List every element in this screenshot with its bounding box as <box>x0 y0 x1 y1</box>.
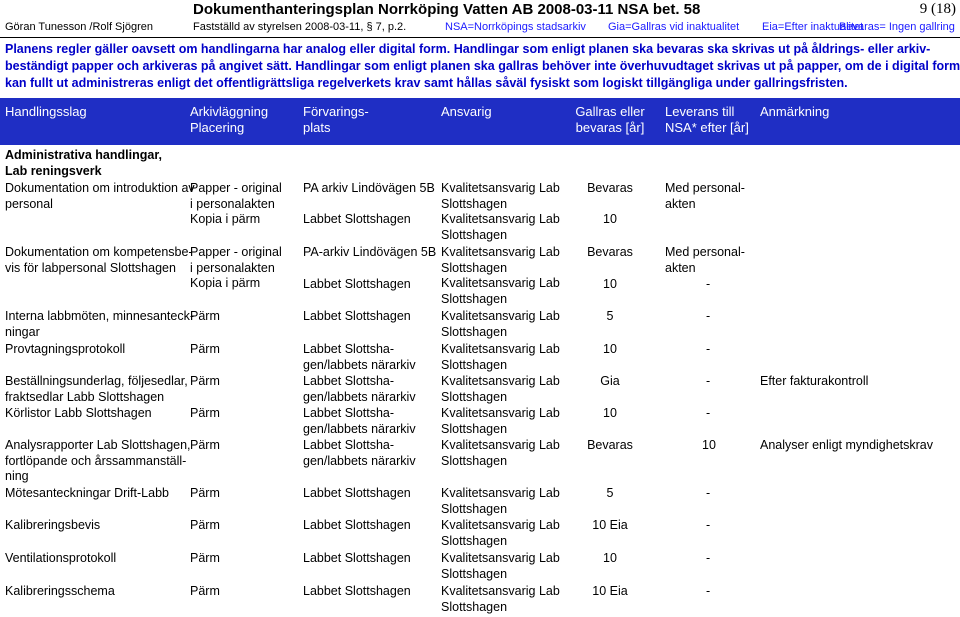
table-row-3-delivery: - <box>706 309 711 323</box>
table-row-1-storage-copy: Labbet Slottshagen <box>303 212 411 226</box>
r7-resp-line1: Kvalitetsansvarig Lab <box>441 438 560 452</box>
r1-resp-line2: Slottshagen <box>441 196 508 211</box>
table-row-8-retention: 5 <box>606 486 614 500</box>
table-row-11-storage: Labbet Slottshagen <box>303 584 411 598</box>
table-row-6-delivery: - <box>706 406 711 420</box>
col-leverans-line2: NSA* efter [år] <box>665 120 749 135</box>
table-row-6-placement: Pärm <box>190 406 220 420</box>
table-row-8-responsible <box>441 486 560 517</box>
r1-placement-line2: i personalakten <box>190 196 275 211</box>
table-row-5-type <box>5 374 188 405</box>
rules-line-2: beständigt papper och arkiveras på angivet sätt. Handlingar som enligt planen ska gallras behöver inte överhuvudtaget skrivas ut på papper, om de i digital form <box>5 59 960 73</box>
r10-resp-line1: Kvalitetsansvarig Lab <box>441 551 560 565</box>
legend-nsa: NSA=Norrköpings stadsarkiv <box>445 21 586 33</box>
table-row-2-placement <box>190 245 282 292</box>
table-row-6-retention: 10 <box>603 406 617 420</box>
table-row-10-retention: 10 <box>603 551 617 565</box>
r4-storage-line1: Labbet Slottsha- <box>303 342 395 356</box>
table-row-2-delivery <box>665 245 745 276</box>
r4-storage-line2: gen/labbets närarkiv <box>303 357 416 372</box>
table-row-8-delivery: - <box>706 486 711 500</box>
table-row-5-responsible <box>441 374 560 405</box>
rules-paragraph <box>5 41 960 92</box>
table-row-1-storage: PA arkiv Lindövägen 5B <box>303 181 435 195</box>
r6-storage-line1: Labbet Slottsha- <box>303 406 395 420</box>
r7-type-line3: ning <box>5 469 29 483</box>
table-row-2-retention: Bevaras <box>587 245 633 259</box>
r6-resp-line2: Slottshagen <box>441 421 508 436</box>
table-row-3-retention: 5 <box>606 309 614 323</box>
r1-placement-line3: Kopia i pärm <box>190 212 261 226</box>
table-row-4-storage <box>303 342 416 373</box>
table-row-6-responsible <box>441 406 560 437</box>
rules-line-3: kan fullt ut administreras enligt det offentligrättsliga regelverkets krav samt hållas såväl fysiskt som logiskt tillgängliga under gallringsfristen. <box>5 76 848 90</box>
table-row-4-placement: Pärm <box>190 342 220 356</box>
established-note: Fastställd av styrelsen 2008-03-11, § 7, p.2. <box>193 21 407 33</box>
table-row-9-type: Kalibreringsbevis <box>5 518 101 532</box>
table-row-7-storage <box>303 438 416 469</box>
table-row-5-delivery: - <box>706 374 711 388</box>
r5-storage-line2: gen/labbets närarkiv <box>303 389 416 404</box>
r2-placement-line2: i personalakten <box>190 260 275 275</box>
r1-type-line1: Dokumentation om introduktion av <box>5 181 195 195</box>
section-heading-line2: Lab reningsverk <box>5 163 102 178</box>
r10-resp-line2: Slottshagen <box>441 566 508 581</box>
table-row-11-delivery: - <box>706 584 711 598</box>
table-row-3-placement: Pärm <box>190 309 220 323</box>
r7-resp-line2: Slottshagen <box>441 453 508 468</box>
authors: Göran Tunesson /Rolf Sjögren <box>5 21 153 33</box>
table-row-7-responsible <box>441 438 560 469</box>
r11-resp-line2: Slottshagen <box>441 599 508 614</box>
table-row-8-storage: Labbet Slottshagen <box>303 486 411 500</box>
r11-resp-line1: Kvalitetsansvarig Lab <box>441 584 560 598</box>
table-row-7-placement: Pärm <box>190 438 220 452</box>
r9-resp-line1: Kvalitetsansvarig Lab <box>441 518 560 532</box>
r1-resp-line3: Kvalitetsansvarig Lab <box>441 212 560 226</box>
table-row-10-responsible <box>441 551 560 582</box>
r2-resp-line2: Slottshagen <box>441 260 508 275</box>
table-row-2-storage-copy: Labbet Slottshagen <box>303 277 411 291</box>
r7-type-line2: fortlöpande och årssammanställ- <box>5 453 187 468</box>
table-row-7-type <box>5 438 191 485</box>
table-row-4-responsible <box>441 342 560 373</box>
table-row-2-delivery-copy: - <box>706 277 711 291</box>
table-row-11-responsible <box>441 584 560 615</box>
table-row-7-note: Analyser enligt myndighetskrav <box>760 438 933 452</box>
table-row-1-type <box>5 181 195 212</box>
table-row-1-placement <box>190 181 282 228</box>
table-row-1-responsible <box>441 181 560 243</box>
r4-resp-line2: Slottshagen <box>441 357 508 372</box>
table-row-8-placement: Pärm <box>190 486 220 500</box>
r3-type-line1: Interna labbmöten, minnesanteck- <box>5 309 194 323</box>
table-row-10-type: Ventilationsprotokoll <box>5 551 117 565</box>
table-row-4-retention: 10 <box>603 342 617 356</box>
rules-line-1: Planens regler gäller oavsett om handlingarna har analog eller digital form. Handlingar som enligt planen ska bevaras ska skrivas ut på åldrings- eller arkiv- <box>5 42 931 56</box>
table-row-7-delivery: 10 <box>702 438 716 452</box>
r2-type-line1: Dokumentation om kompetensbe- <box>5 245 193 259</box>
r3-type-line2: ningar <box>5 324 40 339</box>
table-row-2-type <box>5 245 193 276</box>
page-number: 9 (18) <box>919 1 956 17</box>
table-row-5-placement: Pärm <box>190 374 220 388</box>
r6-storage-line2: gen/labbets närarkiv <box>303 421 416 436</box>
table-row-4-type: Provtagningsprotokoll <box>5 342 126 356</box>
col-handlingsslag: Handlingsslag <box>5 104 87 119</box>
table-row-7-retention: Bevaras <box>587 438 633 452</box>
col-arkivlaggning-line2: Placering <box>190 120 245 135</box>
col-anmarkning: Anmärkning <box>760 104 830 119</box>
r4-resp-line1: Kvalitetsansvarig Lab <box>441 342 560 356</box>
table-row-1-delivery <box>665 181 745 212</box>
page-title: Dokumenthanteringsplan Norrköping Vatten AB 2008-03-11 NSA bet. 58 <box>193 1 701 18</box>
section-heading-line1: Administrativa handlingar, <box>5 148 162 162</box>
legend-bevaras: Bevaras= Ingen gallring <box>839 21 955 33</box>
r2-resp-line4: Slottshagen <box>441 291 508 306</box>
col-forvaringsplats-line1: Förvarings- <box>303 104 369 119</box>
r1-resp-line4: Slottshagen <box>441 227 508 242</box>
col-arkivlaggning <box>190 104 268 136</box>
table-row-9-retention: 10 Eia <box>592 518 628 532</box>
table-row-5-storage <box>303 374 416 405</box>
r2-resp-line1: Kvalitetsansvarig Lab <box>441 245 560 259</box>
table-row-11-retention: 10 Eia <box>592 584 628 598</box>
r2-placement-line3: Kopia i pärm <box>190 276 261 290</box>
r7-storage-line1: Labbet Slottsha- <box>303 438 395 452</box>
r3-resp-line2: Slottshagen <box>441 324 508 339</box>
r2-placement-line1: Papper - original <box>190 245 282 259</box>
table-row-3-type <box>5 309 194 340</box>
table-row-8-type: Mötesanteckningar Drift-Labb <box>5 486 169 500</box>
r7-type-line1: Analysrapporter Lab Slottshagen, <box>5 438 191 452</box>
table-row-1-retention-copy: 10 <box>603 212 617 226</box>
table-row-3-responsible <box>441 309 560 340</box>
table-row-3-storage: Labbet Slottshagen <box>303 309 411 323</box>
r2-delivery-line2: akten <box>665 260 696 275</box>
r1-placement-line1: Papper - original <box>190 181 282 195</box>
r6-resp-line1: Kvalitetsansvarig Lab <box>441 406 560 420</box>
section-heading <box>5 148 162 179</box>
table-row-9-storage: Labbet Slottshagen <box>303 518 411 532</box>
col-leverans-line1: Leverans till <box>665 104 735 119</box>
table-row-2-responsible <box>441 245 560 307</box>
table-row-4-delivery: - <box>706 342 711 356</box>
table-row-11-placement: Pärm <box>190 584 220 598</box>
table-row-1-retention: Bevaras <box>587 181 633 195</box>
table-header <box>0 98 960 145</box>
r2-delivery-line1: Med personal- <box>665 245 745 259</box>
table-row-5-retention: Gia <box>600 374 620 388</box>
table-row-10-storage: Labbet Slottshagen <box>303 551 411 565</box>
r5-resp-line1: Kvalitetsansvarig Lab <box>441 374 560 388</box>
legend-gia: Gia=Gallras vid inaktualitet <box>608 21 740 33</box>
col-leverans <box>665 104 749 136</box>
r9-resp-line2: Slottshagen <box>441 533 508 548</box>
col-gallras-line2: bevaras [år] <box>575 120 645 135</box>
r1-resp-line1: Kvalitetsansvarig Lab <box>441 181 560 195</box>
col-forvaringsplats-line2: plats <box>303 120 331 135</box>
table-row-2-retention-copy: 10 <box>603 277 617 291</box>
r2-type-line2: vis för labpersonal Slottshagen <box>5 260 176 275</box>
r3-resp-line1: Kvalitetsansvarig Lab <box>441 309 560 323</box>
table-row-6-storage <box>303 406 416 437</box>
table-row-9-responsible <box>441 518 560 549</box>
table-row-2-storage: PA-arkiv Lindövägen 5B <box>303 245 437 259</box>
table-row-11-type: Kalibreringsschema <box>5 584 115 598</box>
table-row-9-placement: Pärm <box>190 518 220 532</box>
r7-storage-line2: gen/labbets närarkiv <box>303 453 416 468</box>
col-forvaringsplats <box>303 104 369 136</box>
table-row-10-placement: Pärm <box>190 551 220 565</box>
r1-delivery-line2: akten <box>665 196 696 211</box>
table-row-6-type: Körlistor Labb Slottshagen <box>5 406 152 420</box>
r5-resp-line2: Slottshagen <box>441 389 508 404</box>
legend-eia: Eia=Efter inaktualitet <box>762 21 864 33</box>
col-ansvarig: Ansvarig <box>441 104 492 119</box>
r8-resp-line1: Kvalitetsansvarig Lab <box>441 486 560 500</box>
r2-resp-line3: Kvalitetsansvarig Lab <box>441 276 560 290</box>
table-row-9-delivery: - <box>706 518 711 532</box>
col-arkivlaggning-line1: Arkivläggning <box>190 104 269 119</box>
r8-resp-line2: Slottshagen <box>441 501 508 516</box>
r5-type-line2: fraktsedlar Labb Slottshagen <box>5 389 165 404</box>
header-divider <box>0 37 960 38</box>
table-row-10-delivery: - <box>706 551 711 565</box>
col-gallras <box>570 104 650 136</box>
r1-delivery-line1: Med personal- <box>665 181 745 195</box>
r1-type-line2: personal <box>5 196 53 211</box>
r5-storage-line1: Labbet Slottsha- <box>303 374 395 388</box>
r5-type-line1: Beställningsunderlag, följesedlar, <box>5 374 188 388</box>
table-row-5-note: Efter fakturakontroll <box>760 374 869 388</box>
col-gallras-line1: Gallras eller <box>575 104 645 119</box>
